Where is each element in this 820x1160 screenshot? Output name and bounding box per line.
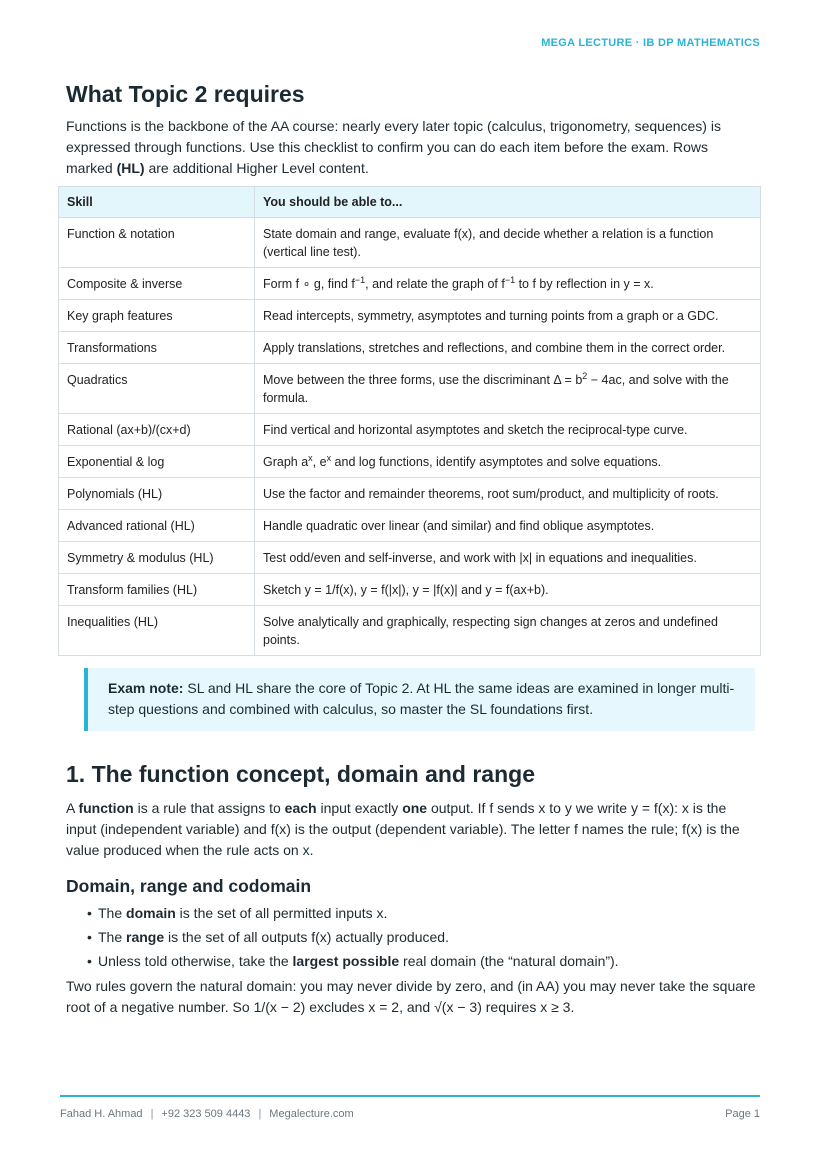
footer-site: Megalecture.com [269,1108,354,1120]
table-row [59,606,761,656]
description-cell: Test odd/even and self-inverse, and work with |x| in equations and inequalities. [255,542,761,574]
skill-cell: Polynomials (HL) [59,478,255,510]
column-header-description: You should be able to... [255,187,761,218]
skill-cell: Transform families (HL) [59,574,255,606]
column-header-skill: Skill [59,187,255,218]
intro-text-end: are additional Higher Level content. [144,160,369,176]
section-1-title: 1. The function concept, domain and range [66,761,535,787]
main-content [66,80,758,1018]
skill-cell: Function & notation [59,218,255,268]
page-number: Page 1 [725,1108,760,1120]
list-item: • The domain is the set of all permitted inputs x. [98,904,758,922]
domain-range-list [66,904,758,970]
description-cell: Handle quadratic over linear (and similar) and find oblique asymptotes. [255,510,761,542]
topic-title: What Topic 2 requires [66,81,305,107]
skill-cell: Exponential & log [59,446,255,478]
list-item: • Unless told otherwise, take the largest possible real domain (the “natural domain”). [98,952,758,970]
description-cell: Solve analytically and graphically, respecting sign changes at zeros and undefined points. [255,606,761,656]
description-cell: State domain and range, evaluate f(x), and decide whether a relation is a function (vertical line test). [255,218,761,268]
footer-divider [60,1095,760,1097]
exam-note-callout [84,668,755,731]
description-cell: Use the factor and remainder theorems, root sum/product, and multiplicity of roots. [255,478,761,510]
description-cell: Move between the three forms, use the discriminant $\Delta = b^2 - 4ac$, and solve with the formula. [255,364,761,414]
natural-domain-paragraph: Two rules govern the natural domain: you may never divide by zero, and (in AA) you may never take the square root of a negative number. So 1/(x − 2) excludes x = 2, and √(x − 3) requires x ≥ 3. [66,978,756,1015]
description-cell: Sketch y = 1/f(x), y = f(|x|), y = |f(x)| and y = f(ax+b). [255,574,761,606]
table-header-row [59,187,761,218]
footer-phone: +92 323 509 4443 [161,1108,251,1120]
skill-cell: Rational (ax+b)/(cx+d) [59,414,255,446]
skill-cell: Composite & inverse [59,268,255,300]
skill-cell: Transformations [59,332,255,364]
description-cell: Read intercepts, symmetry, asymptotes and turning points from a graph or a GDC. [255,300,761,332]
description-cell: Graph $a^x$, $e^x$ and log functions, identify asymptotes and solve equations. [255,446,761,478]
skill-cell: Symmetry & modulus (HL) [59,542,255,574]
skills-checklist-table [58,186,761,656]
intro-text: Functions is the backbone of the AA course: nearly every later topic (calculus, trigonometry, sequences) is expressed through functions. Use this checklist to confirm you can do each item before the exam. Rows marked [66,118,721,176]
footer-contact: Fahad H. Ahmad | +92 323 509 4443 | Megalecture.com [60,1108,354,1120]
table-row [59,218,761,268]
table-row [59,574,761,606]
skill-cell: Quadratics [59,364,255,414]
footer-author: Fahad H. Ahmad [60,1108,143,1120]
exam-note-label: Exam note: [108,680,184,696]
table-row [59,332,761,364]
table-row [59,446,761,478]
running-header: MEGA LECTURE · IB DP MATHEMATICS [541,37,760,49]
topic-intro [66,116,758,179]
table-row [59,300,761,332]
list-item: • The range is the set of all outputs f(x) actually produced. [98,928,758,946]
table-row [59,542,761,574]
table-row [59,268,761,300]
description-cell: Find vertical and horizontal asymptotes and sketch the reciprocal-type curve. [255,414,761,446]
function-definition-paragraph: A function is a rule that assigns to each input exactly one output. If f sends x to y we write y = f(x): x is the input (independent variable) and f(x) is the output (dependent variable). The letter f names the rule; f(x) is the value produced when the rule acts on x. [66,800,740,858]
table-row [59,510,761,542]
table-row [59,414,761,446]
table-row [59,478,761,510]
subsection-title: Domain, range and codomain [66,876,312,896]
description-cell: Form f ∘ g, find $f^{-1}$, and relate the graph of $f^{-1}$ to f by reflection in y = x. [255,268,761,300]
intro-hl-marker: (HL) [116,160,145,176]
exam-note-text: SL and HL share the core of Topic 2. At HL the same ideas are examined in longer multi-step questions and combined with calculus, so master the SL foundations first. [108,680,735,717]
description-cell: Apply translations, stretches and reflections, and combine them in the correct order. [255,332,761,364]
skill-cell: Key graph features [59,300,255,332]
table-row [59,364,761,414]
skill-cell: Inequalities (HL) [59,606,255,656]
skill-cell: Advanced rational (HL) [59,510,255,542]
